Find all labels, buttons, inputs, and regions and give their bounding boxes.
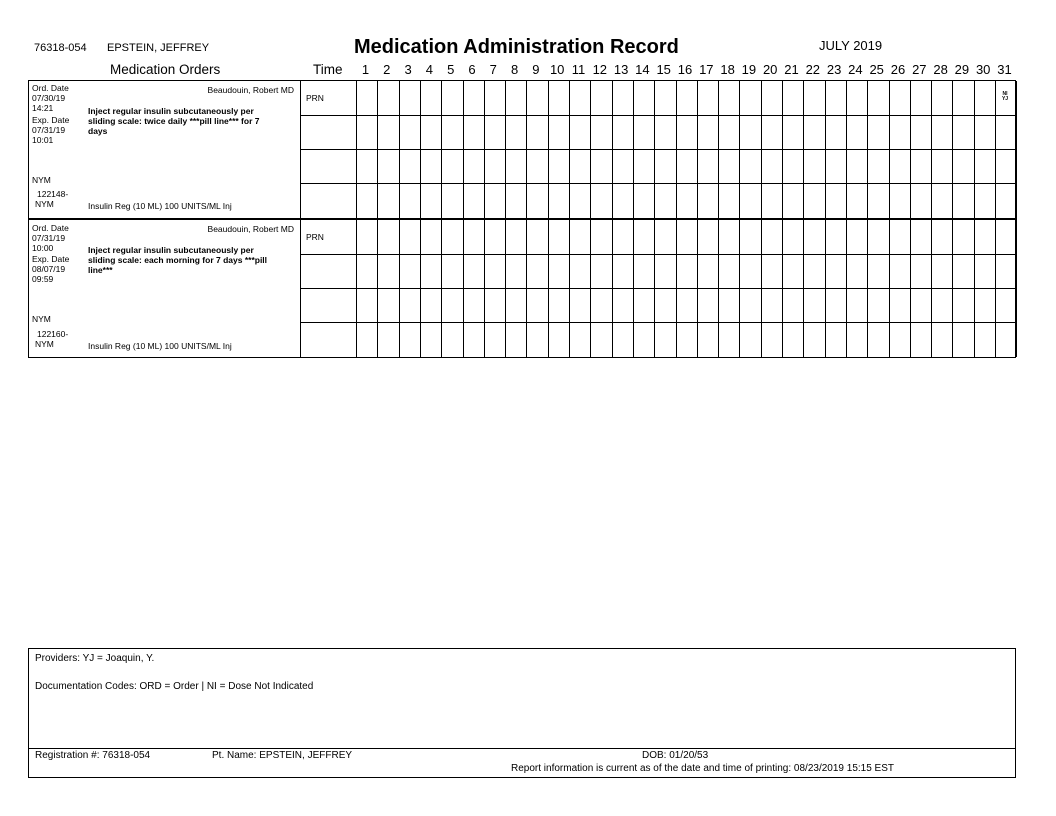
patient-name: EPSTEIN, JEFFREY bbox=[107, 42, 210, 54]
slot-row-divider bbox=[300, 183, 1017, 184]
exp-date: 08/07/19 bbox=[32, 264, 66, 274]
ord-time: 10:00 bbox=[32, 243, 54, 253]
rx-number: 122148- bbox=[37, 189, 69, 199]
prescriber: Beaudouin, Robert MD bbox=[207, 224, 294, 234]
day-header-26: 26 bbox=[890, 62, 906, 77]
site: NYM bbox=[32, 314, 51, 324]
report-month: JULY 2019 bbox=[819, 38, 883, 53]
ord-date-label: Ord. Date bbox=[32, 223, 69, 233]
slot-row-divider bbox=[300, 115, 1017, 116]
day-header-22: 22 bbox=[805, 62, 821, 77]
day-header-16: 16 bbox=[677, 62, 693, 77]
drug-name: Insulin Reg (10 ML) 100 UNITS/ML Inj bbox=[88, 341, 232, 351]
footer-box bbox=[28, 648, 1016, 778]
day-header-21: 21 bbox=[784, 62, 799, 77]
documentation-codes-legend: Documentation Codes: ORD = Order | NI = Dose Not Indicated bbox=[35, 681, 314, 692]
exp-time: 10:01 bbox=[32, 135, 54, 145]
day-header-8: 8 bbox=[510, 62, 519, 77]
rx-number: 122160- bbox=[37, 329, 69, 339]
instruction-line-2: sliding scale: twice daily ***pill line*** for 7 bbox=[88, 116, 260, 126]
ord-date: 07/31/19 bbox=[32, 233, 66, 243]
day-header-29: 29 bbox=[954, 62, 970, 77]
mar-grid bbox=[28, 80, 1016, 358]
day-header-27: 27 bbox=[912, 62, 927, 77]
medication-orders-header: Medication Orders bbox=[110, 62, 221, 77]
exp-date-label: Exp. Date bbox=[32, 115, 70, 125]
prescriber: Beaudouin, Robert MD bbox=[207, 85, 294, 95]
ord-date-label: Ord. Date bbox=[32, 83, 69, 93]
day-header-19: 19 bbox=[741, 62, 757, 77]
day-header-28: 28 bbox=[933, 62, 948, 77]
slot-row-divider bbox=[300, 149, 1017, 150]
slot-row-divider bbox=[300, 288, 1017, 289]
slot-row-divider bbox=[300, 254, 1017, 255]
patient-id: 76318-054 bbox=[34, 42, 87, 54]
day-header-12: 12 bbox=[592, 62, 608, 77]
exp-date: 07/31/19 bbox=[32, 125, 66, 135]
instruction-line-2: sliding scale: each morning for 7 days ***pill bbox=[88, 255, 268, 265]
day-header-31: 31 bbox=[997, 62, 1012, 77]
day-header-5: 5 bbox=[447, 62, 455, 77]
day-31-initials: YJ bbox=[1001, 96, 1009, 102]
drug-name: Insulin Reg (10 ML) 100 UNITS/ML Inj bbox=[88, 201, 232, 211]
day-header-14: 14 bbox=[635, 62, 650, 77]
day-header-20: 20 bbox=[762, 62, 778, 77]
page-title: Medication Administration Record bbox=[354, 36, 679, 58]
ord-time: 14:21 bbox=[32, 103, 54, 113]
instruction-line-3: days bbox=[88, 126, 108, 136]
rx-site: NYM bbox=[35, 199, 54, 209]
day-31-code: NI bbox=[1002, 91, 1008, 97]
day-header-15: 15 bbox=[656, 62, 671, 77]
day-header-13: 13 bbox=[613, 62, 629, 77]
day-header-9: 9 bbox=[532, 62, 540, 77]
time-slot-prn: PRN bbox=[306, 93, 324, 103]
order-divider bbox=[29, 218, 1017, 220]
registration-number: Registration #: 76318-054 bbox=[35, 750, 151, 761]
footer-divider bbox=[29, 748, 1015, 749]
day-header-1: 1 bbox=[361, 62, 370, 77]
day-header-30: 30 bbox=[975, 62, 991, 77]
time-header: Time bbox=[313, 62, 343, 77]
instruction-line-3: line*** bbox=[88, 265, 113, 275]
day-header-24: 24 bbox=[848, 62, 863, 77]
rx-site: NYM bbox=[35, 339, 54, 349]
instruction-line-1: Inject regular insulin subcutaneously per bbox=[88, 245, 254, 255]
exp-time: 09:59 bbox=[32, 274, 54, 284]
day-header-23: 23 bbox=[826, 62, 842, 77]
time-slot-prn: PRN bbox=[306, 232, 324, 242]
site: NYM bbox=[32, 175, 51, 185]
footer-patient-name: Pt. Name: EPSTEIN, JEFFREY bbox=[212, 750, 353, 761]
day-header-25: 25 bbox=[869, 62, 884, 77]
day-header-18: 18 bbox=[720, 62, 735, 77]
slot-row-divider bbox=[300, 322, 1017, 323]
providers-legend: Providers: YJ = Joaquin, Y. bbox=[35, 653, 155, 664]
instruction-line-1: Inject regular insulin subcutaneously per bbox=[88, 106, 254, 116]
day-header-2: 2 bbox=[383, 62, 391, 77]
report-timestamp: Report information is current as of the date and time of printing: 08/23/2019 15:15 EST bbox=[511, 763, 895, 774]
day-header-3: 3 bbox=[404, 62, 412, 77]
day-header-7: 7 bbox=[489, 62, 497, 77]
day-header-11: 11 bbox=[571, 62, 586, 77]
day-header-4: 4 bbox=[425, 62, 433, 77]
day-header-10: 10 bbox=[549, 62, 565, 77]
day-header-17: 17 bbox=[699, 62, 714, 77]
date-of-birth: DOB: 01/20/53 bbox=[642, 750, 709, 761]
ord-date: 07/30/19 bbox=[32, 93, 66, 103]
day-header-6: 6 bbox=[468, 62, 476, 77]
exp-date-label: Exp. Date bbox=[32, 254, 70, 264]
